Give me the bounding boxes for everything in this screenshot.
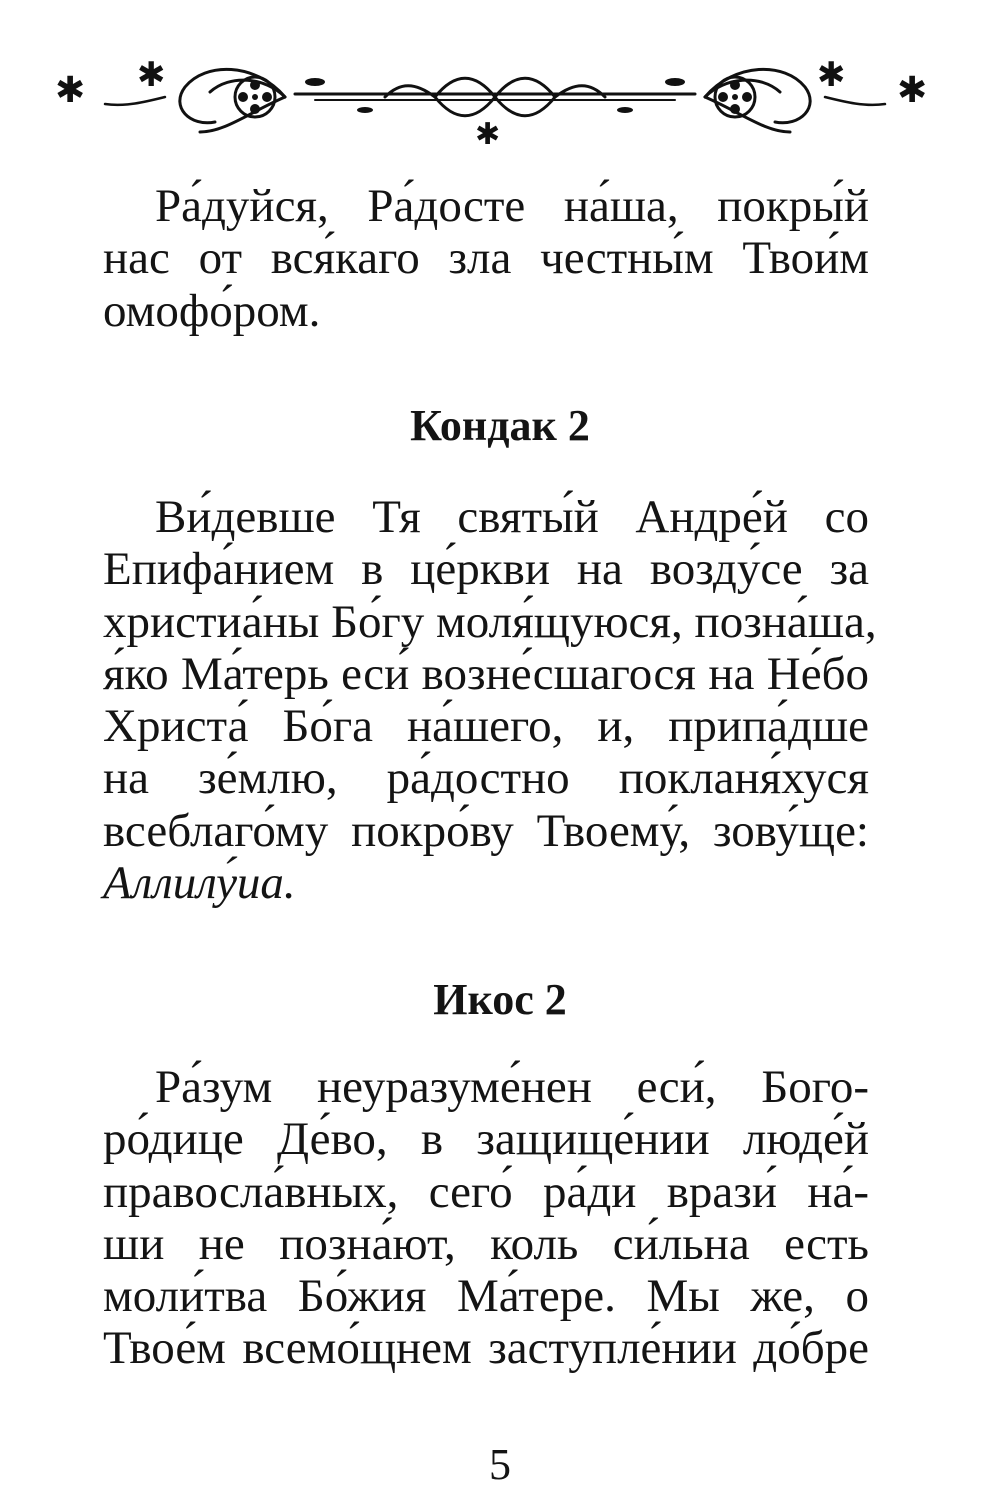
kondak-2-line: Христа́ Бо́га на́шего, и, припа́дше xyxy=(103,700,869,753)
svg-text:✱: ✱ xyxy=(817,55,846,95)
kondak-2-body xyxy=(103,491,877,910)
kondak-2-line: христиа́ны Бо́гу моля́щуюся, позна́ша, xyxy=(103,595,877,648)
ikos-2-line: ро́дице Де́во, в защище́нии люде́й xyxy=(103,1113,869,1166)
stanza-1-line: нас от вся́каго зла честны́м Твои́м xyxy=(103,232,869,285)
svg-text:✱: ✱ xyxy=(55,70,86,111)
ikos-2-heading: Икос 2 xyxy=(433,975,567,1024)
kondak-2-line: Епифа́нием в це́ркви на возду́се за xyxy=(103,543,869,596)
ikos-2-line: правосла́вных, сего́ ра́ди врази́ на́- xyxy=(103,1165,869,1218)
ikos-2-line: моли́тва Бо́жия Ма́тере. Мы же, о xyxy=(103,1270,869,1323)
svg-text:✱: ✱ xyxy=(897,70,928,111)
ikos-2-line: Ра́зум неуразуме́нен еси́, Бого- xyxy=(155,1061,869,1113)
svg-text:✱: ✱ xyxy=(137,55,166,95)
svg-text:✱: ✱ xyxy=(475,117,501,152)
stanza-1-line: омофо́ром. xyxy=(103,284,321,337)
page-number: 5 xyxy=(489,1440,511,1489)
floral-scroll-ornament-icon xyxy=(55,52,935,152)
kondak-2-line: я́ко Ма́терь еси́ возне́сшагося на Не́бо xyxy=(103,647,869,700)
ikos-2-line: ши не позна́ют, коль си́льна есть xyxy=(103,1217,869,1270)
kondak-2-refrain: Аллилу́иа. xyxy=(103,857,296,910)
ikos-2-body xyxy=(103,1061,869,1375)
kondak-2-line: на зе́млю, ра́достно покланя́хуся xyxy=(103,752,869,805)
ikos-2-line: Твое́м всемо́щнем заступле́нии до́бре xyxy=(103,1322,869,1375)
kondak-2-heading: Кондак 2 xyxy=(410,401,590,450)
kondak-2-line: Ви́девше Тя святы́й Андре́й со xyxy=(155,491,869,543)
stanza-1 xyxy=(103,180,869,337)
stanza-1-line: Ра́дуйся, Ра́досте на́ша, покры́й xyxy=(155,180,869,232)
kondak-2-line: всеблаго́му покро́ву Твоему́, зову́ще: xyxy=(103,804,869,857)
